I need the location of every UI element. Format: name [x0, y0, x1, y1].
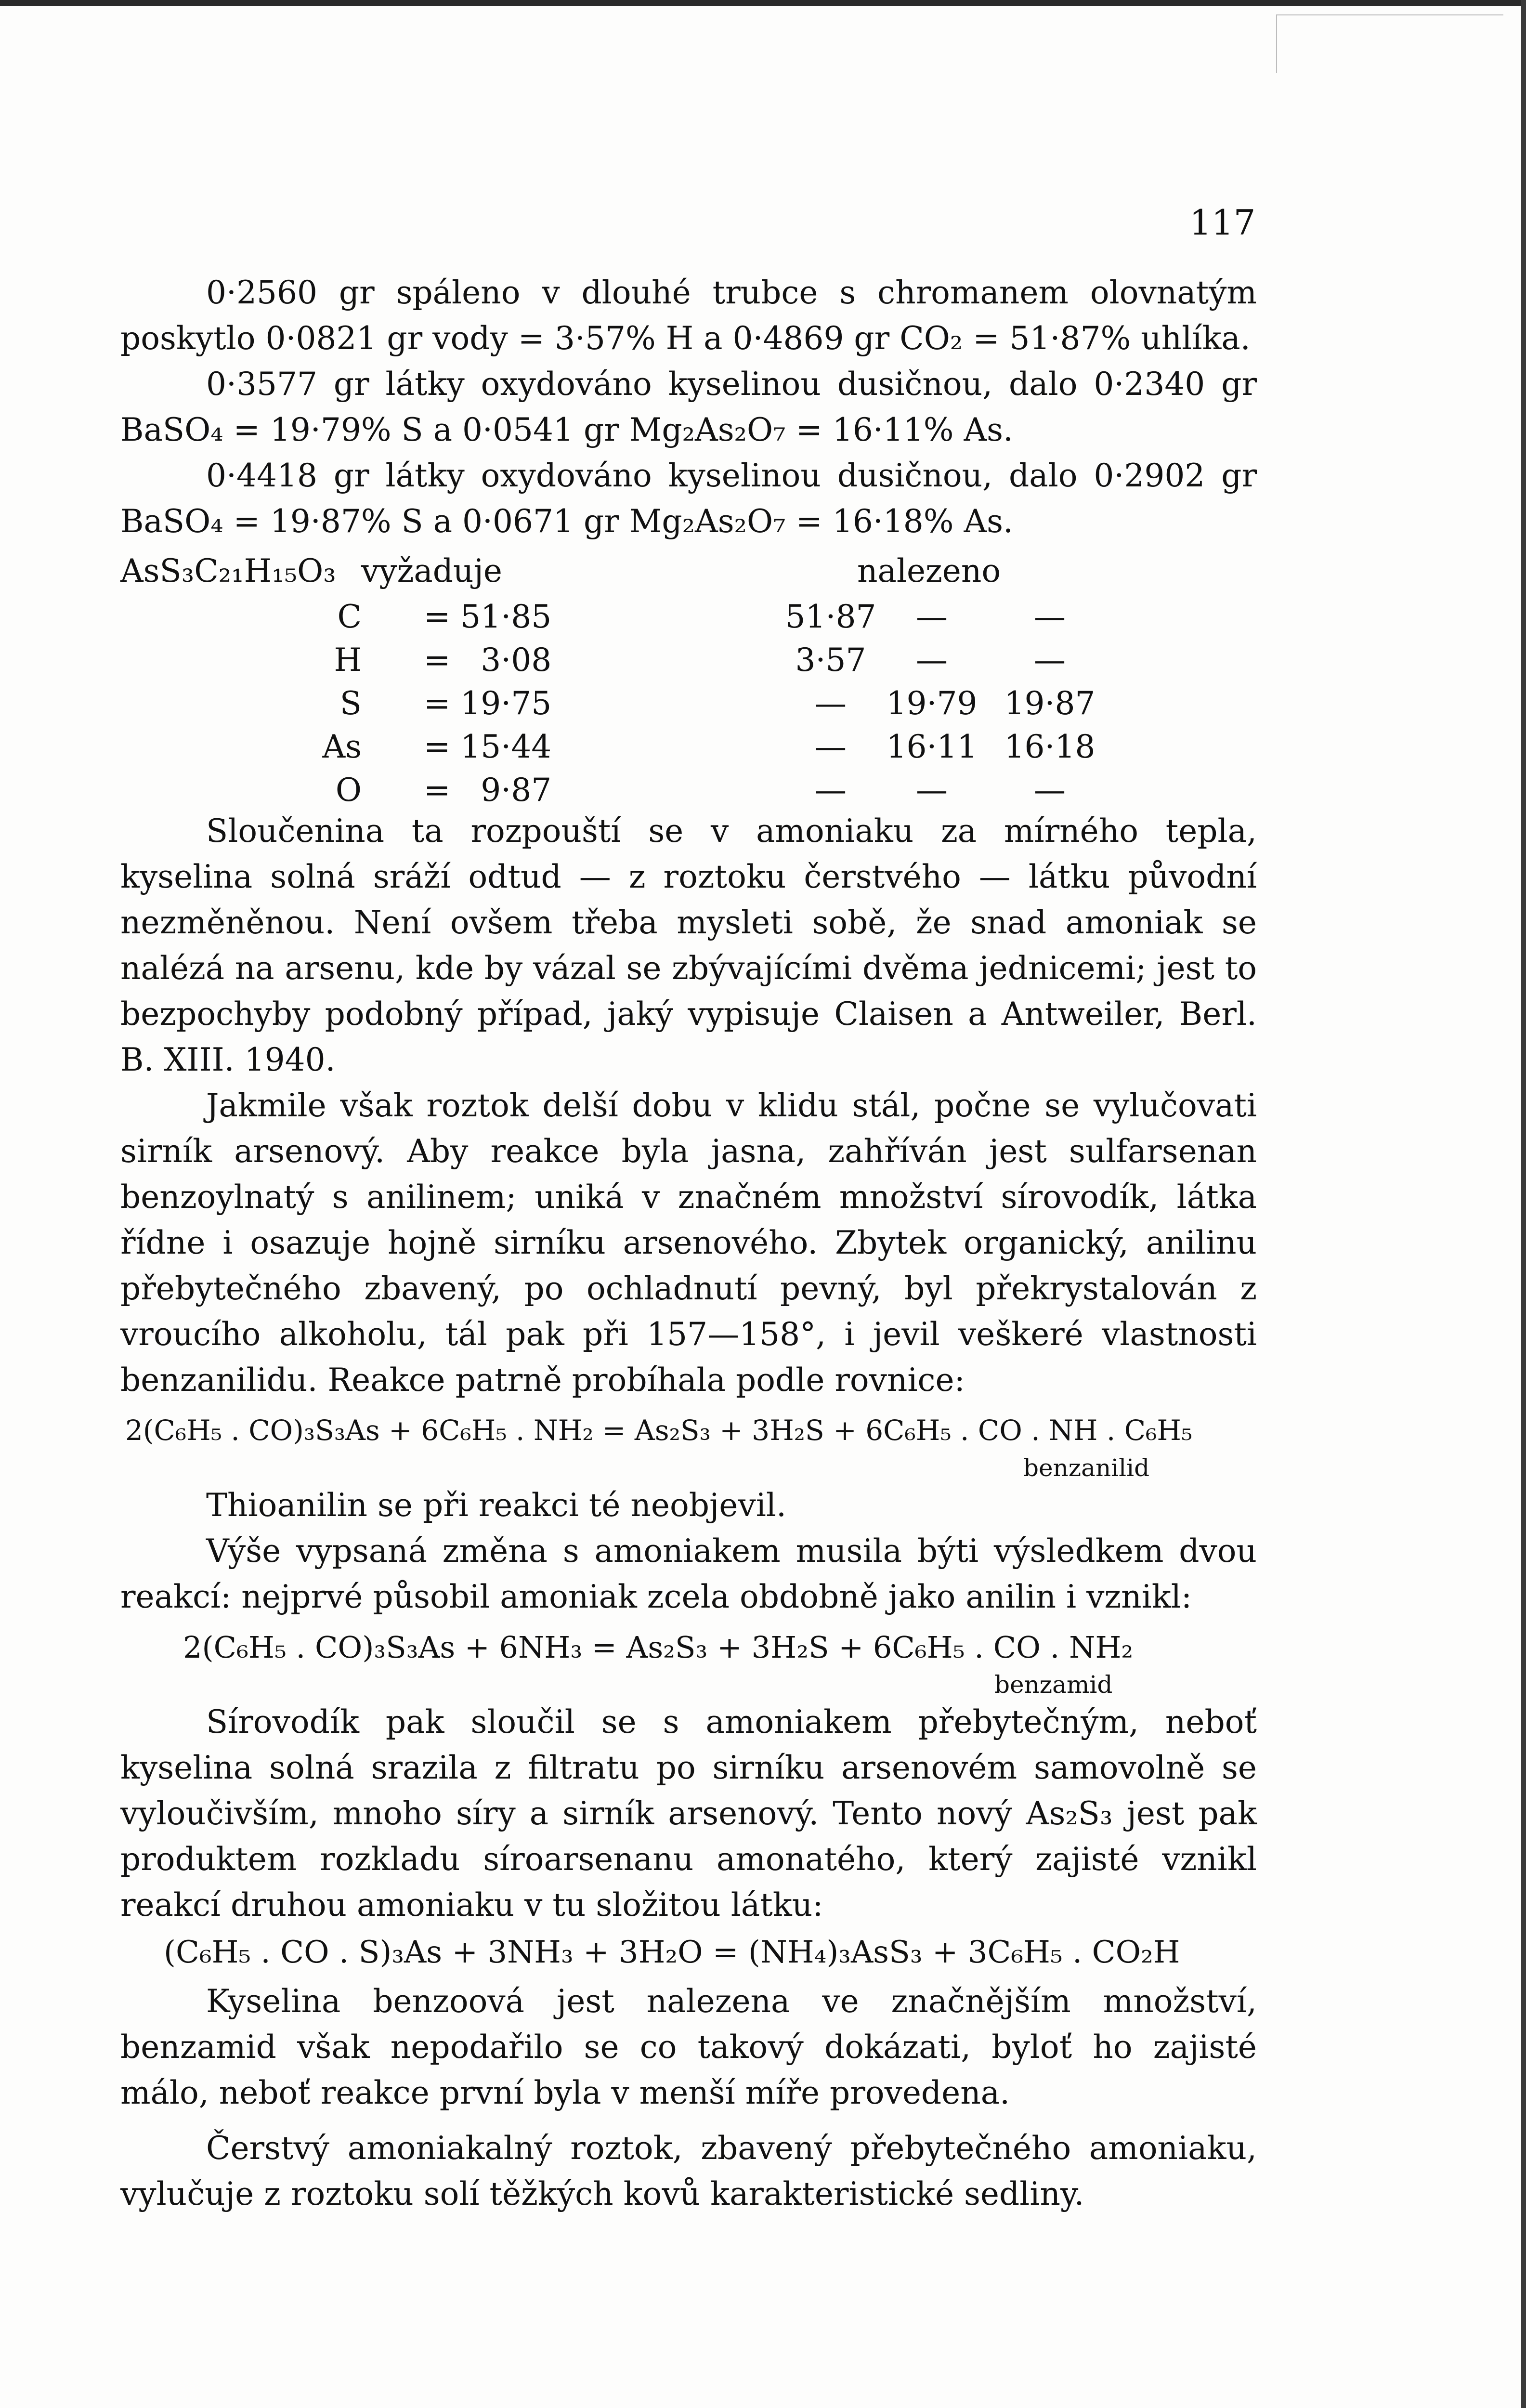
element-label: O	[335, 772, 362, 809]
found-value: —	[815, 685, 847, 722]
required-value: 51·85	[460, 598, 552, 635]
paragraph-thioanilin: Thioanilin se při reakci té neobjevil.	[206, 1487, 786, 1524]
paragraph-fresh-solution: Čerstvý amoniakalný roztok, zbavený přebytečného amoniaku, vylučuje z roztoku solí těžkých kovů karakteristické sedliny.	[120, 2130, 1257, 2212]
found-value: 19·87	[1004, 685, 1096, 722]
analysis-header-found: nalezeno	[857, 552, 1001, 589]
paragraph-combustion: 0·2560 gr spáleno v dlouhé trubce s chromanem olovnatým poskytlo 0·0821 gr vody = 3·57% H a 0·4869 gr CO₂ = 51·87% uhlíka.	[120, 274, 1257, 357]
element-label: H	[334, 641, 362, 679]
required-value: 15·44	[460, 728, 552, 765]
found-value: —	[916, 598, 948, 635]
equation-benzamid-label: benzamid	[994, 1671, 1113, 1699]
page-body	[120, 270, 1257, 2217]
found-value: 3·57	[795, 641, 866, 679]
paragraph-hydrogen-sulfide: Sírovodík pak sloučil se s amoniakem přebytečným, neboť kyselina solná srazila z filtratu po sirníku arsenovém samovolně se vyloučivším, mnoho síry a sirník arsenový. Tento nový As₂S₃ jest pak produktem rozkladu síroarsenanu amonatého, který zajisté vznikl reakcí druhou amoniaku v tu složitou látku:	[120, 1703, 1257, 1924]
found-value: —	[815, 728, 847, 765]
scan-edge-right	[1521, 0, 1526, 2408]
page-number: 117	[1189, 202, 1256, 243]
found-value: 19·79	[886, 685, 978, 722]
paragraph-reaction: Jakmile však roztok delší dobu v klidu stál, počne se vylučovati sirník arsenový. Aby reakce byla jasna, zahříván jest sulfarsenan benzoylnatý s anilinem; uniká v značném množství sírovodík, látka řídne i osazuje hojně sirníku arsenového. Zbytek organický, anilinu přebytečného zbavený, po ochladnutí pevný, byl překrystalován z vroucího alkoholu, tál pak při 157—158°, i jevil veškeré vlastnosti benzanilidu. Reakce patrně probíhala podle rovnice:	[120, 1087, 1257, 1399]
found-value: —	[916, 641, 948, 679]
paragraph-solubility: Sloučenina ta rozpouští se v amoniaku za mírného tepla, kyselina solná sráží odtud — z roztoku čerstvého — látku původní nezměněnou. Není ovšem třeba mysleti sobě, že snad amoniak se nalézá na arsenu, kde by vázal se zbývajícími dvěma jednicemi; jest to bezpochyby podobný případ, jaký vypisuje Claisen a Antweiler, Berl. B. XIII. 1940.	[120, 812, 1257, 1078]
paragraph-benzoic-acid: Kyselina benzoová jest nalezena ve značnějším množství, benzamid však nepodařilo se co takový dokázati, byloť ho zajisté málo, neboť reakce první byla v menší míře provedena.	[120, 1983, 1257, 2111]
equation-benzanilid-label: benzanilid	[1023, 1454, 1150, 1482]
equation-benzanilid: 2(C₆H₅ . CO)₃S₃As + 6C₆H₅ . NH₂ = As₂S₃ + 3H₂S + 6C₆H₅ . CO . NH . C₆H₅	[125, 1414, 1193, 1447]
found-value: —	[916, 772, 948, 809]
required-value: 3·08	[481, 641, 552, 679]
paragraph-oxidation-2: 0·4418 gr látky oxydováno kyselinou dusičnou, dalo 0·2902 gr BaSO₄ = 19·87% S a 0·0671 gr Mg₂As₂O₇ = 16·18% As.	[120, 457, 1257, 540]
analysis-table: AsS₃C₂₁H₁₅O₃ vyžaduje nalezeno C = 51·85 51·87 — — H = 3·08 3·57 — — S = 19·75 — 19·79 19·87 As = 15·44 — 16·11 16·18 O = 9·87 — — —	[120, 548, 1257, 808]
found-value: —	[1034, 772, 1066, 809]
analysis-header-required: vyžaduje	[361, 552, 502, 589]
equation-benzamid: 2(C₆H₅ . CO)₃S₃As + 6NH₃ = As₂S₃ + 3H₂S + 6C₆H₅ . CO . NH₂	[183, 1630, 1134, 1665]
scan-corner-mark	[1276, 14, 1503, 73]
found-value: 51·87	[785, 598, 876, 635]
found-value: —	[1034, 598, 1066, 635]
paragraph-ammonia-reactions: Výše vypsaná změna s amoniakem musila býti výsledkem dvou reakcí: nejprvé působil amoniak zcela obdobně jako anilin i vznikl:	[120, 1532, 1257, 1615]
analysis-header-formula: AsS₃C₂₁H₁₅O₃	[120, 552, 336, 589]
found-value: —	[1034, 641, 1066, 679]
equation-hydrolysis: (C₆H₅ . CO . S)₃As + 3NH₃ + 3H₂O = (NH₄)₃AsS₃ + 3C₆H₅ . CO₂H	[164, 1935, 1180, 1970]
scan-edge-top	[0, 0, 1526, 6]
required-value: 9·87	[481, 772, 552, 809]
required-value: 19·75	[460, 685, 552, 722]
element-label: C	[337, 598, 362, 635]
found-value: 16·11	[886, 728, 978, 765]
found-value: 16·18	[1004, 728, 1096, 765]
element-label: S	[339, 685, 362, 722]
found-value: —	[815, 772, 847, 809]
element-label: As	[322, 728, 362, 765]
paragraph-oxidation-1: 0·3577 gr látky oxydováno kyselinou dusičnou, dalo 0·2340 gr BaSO₄ = 19·79% S a 0·0541 gr Mg₂As₂O₇ = 16·11% As.	[120, 366, 1257, 448]
